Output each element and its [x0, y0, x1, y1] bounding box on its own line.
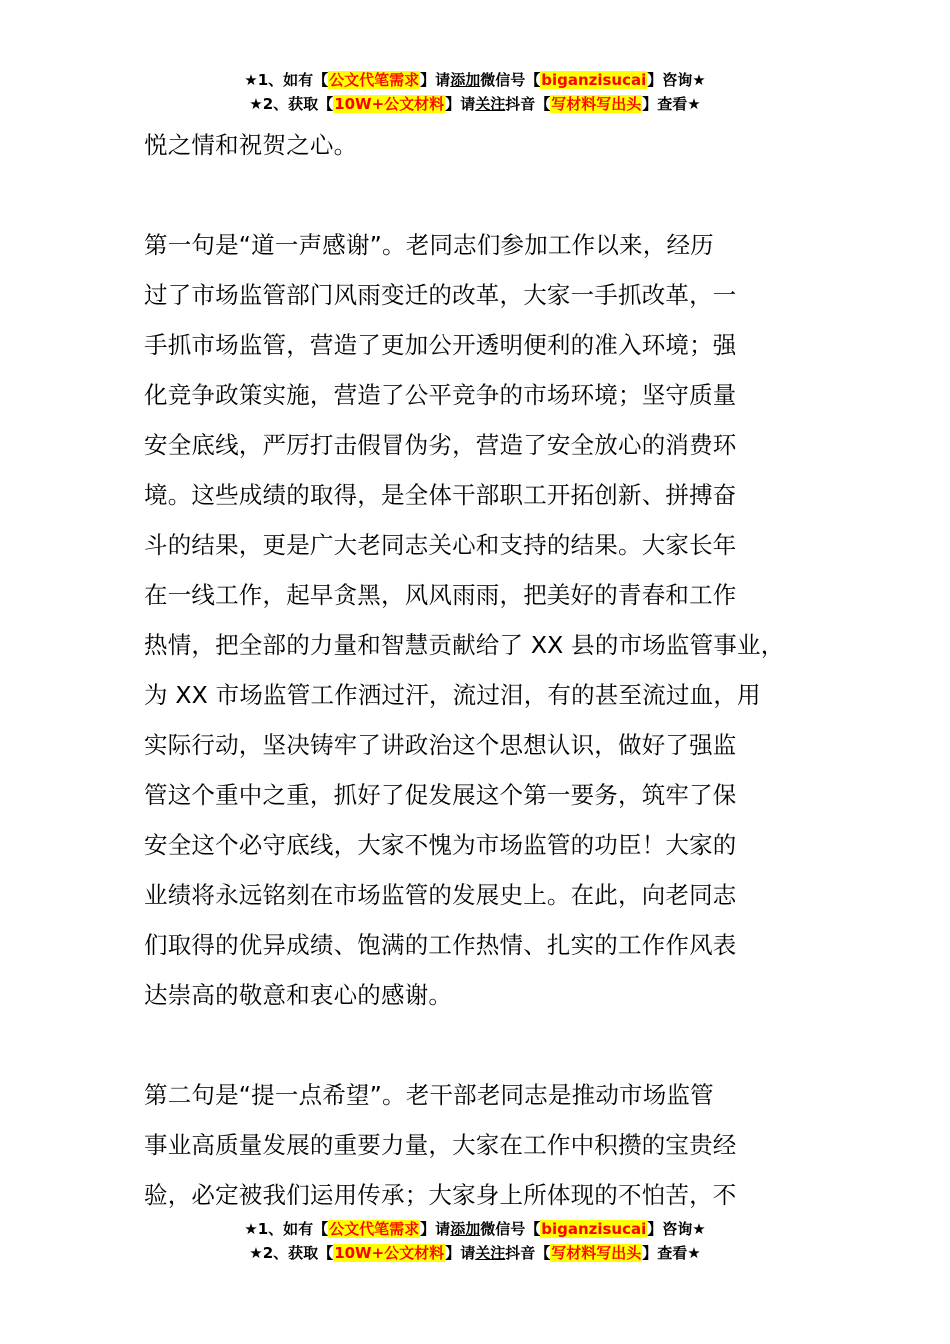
banner-text: 】咨询★	[647, 1220, 706, 1238]
banner-text: ★1、如有【	[244, 1220, 329, 1238]
text-line: 热情，把全部的力量和智慧贡献给了 XX 县的市场监管事业，	[144, 631, 785, 659]
banner-wechat-id: biganzisucai	[541, 71, 647, 89]
document-body	[144, 120, 814, 1220]
banner-text: ★1、如有【	[244, 71, 329, 89]
header-banner	[0, 68, 950, 116]
banner-text: 】请	[420, 1220, 451, 1238]
banner-emphasis: 添加	[450, 71, 481, 89]
banner-text: 】查看★	[642, 1244, 701, 1262]
banner-line-2	[0, 1241, 950, 1265]
banner-line-1	[0, 1217, 950, 1241]
banner-wechat-id: biganzisucai	[541, 1220, 647, 1238]
banner-highlight: 10W+公文材料	[334, 1244, 445, 1262]
banner-highlight: 公文代笔需求	[329, 71, 420, 89]
banner-text: 】查看★	[642, 95, 701, 113]
banner-text: 微信号【	[480, 1220, 541, 1238]
text-line: 斗的结果，更是广大老同志关心和支持的结果。大家长年	[144, 531, 737, 559]
banner-text: 】请	[420, 71, 451, 89]
text-line: 悦之情和祝贺之心。	[144, 131, 358, 159]
text-line: 第二句是“提一点希望”。老干部老同志是推动市场监管	[144, 1081, 714, 1109]
text-line: 安全底线，严厉打击假冒伪劣，营造了安全放心的消费环	[144, 431, 737, 459]
text-line: 安全这个必守底线，大家不愧为市场监管的功臣！大家的	[144, 831, 737, 859]
banner-text: ★2、获取【	[249, 95, 334, 113]
text-line: 业绩将永远铭刻在市场监管的发展史上。在此，向老同志	[144, 881, 737, 909]
banner-text: ★2、获取【	[249, 1244, 334, 1262]
banner-text: 】请	[445, 95, 476, 113]
footer-banner	[0, 1217, 950, 1265]
banner-highlight: 公文代笔需求	[329, 1220, 420, 1238]
banner-text: 】咨询★	[647, 71, 706, 89]
text-line: 第一句是“道一声感谢”。老同志们参加工作以来，经历	[144, 231, 714, 259]
banner-line-1	[0, 68, 950, 92]
paragraph-gap	[144, 170, 814, 220]
banner-text: 】请	[445, 1244, 476, 1262]
banner-text: 抖音【	[505, 95, 551, 113]
text-line: 境。这些成绩的取得，是全体干部职工开拓创新、拼搏奋	[144, 481, 737, 509]
banner-text: 抖音【	[505, 1244, 551, 1262]
text-line: 为 XX 市场监管工作洒过汗，流过泪，有的甚至流过血，用	[144, 681, 761, 709]
text-line: 事业高质量发展的重要力量，大家在工作中积攒的宝贵经	[144, 1131, 737, 1159]
banner-emphasis: 关注	[475, 1244, 506, 1262]
banner-douyin-name: 写材料写出头	[551, 1244, 642, 1262]
text-line: 们取得的优异成绩、饱满的工作热情、扎实的工作作风表	[144, 931, 737, 959]
banner-emphasis: 添加	[450, 1220, 481, 1238]
text-line: 过了市场监管部门风雨变迁的改革，大家一手抓改革，一	[144, 281, 737, 309]
text-line: 达崇高的敬意和衷心的感谢。	[144, 981, 453, 1009]
banner-emphasis: 关注	[475, 95, 506, 113]
text-line: 手抓市场监管，营造了更加公开透明便利的准入环境；强	[144, 331, 737, 359]
banner-line-2	[0, 92, 950, 116]
banner-text: 微信号【	[480, 71, 541, 89]
banner-douyin-name: 写材料写出头	[551, 95, 642, 113]
banner-highlight: 10W+公文材料	[334, 95, 445, 113]
text-line: 验，必定被我们运用传承；大家身上所体现的不怕苦，不	[144, 1181, 737, 1209]
paragraph-gap	[144, 1020, 814, 1070]
text-line: 在一线工作，起早贪黑，风风雨雨，把美好的青春和工作	[144, 581, 737, 609]
text-line: 实际行动，坚决铸牢了讲政治这个思想认识，做好了强监	[144, 731, 737, 759]
text-line: 管这个重中之重，抓好了促发展这个第一要务，筑牢了保	[144, 781, 737, 809]
text-line: 化竞争政策实施，营造了公平竞争的市场环境；坚守质量	[144, 381, 737, 409]
